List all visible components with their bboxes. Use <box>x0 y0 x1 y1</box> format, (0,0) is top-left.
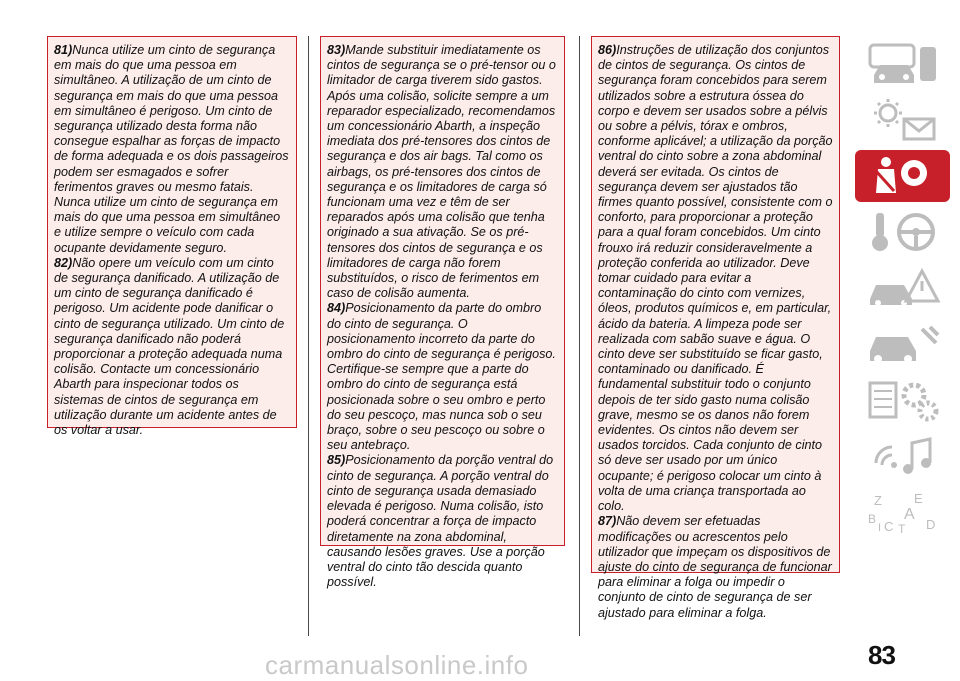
note-84: 84)Posicionamento da parte do ombro do cinto de segurança. O posicionamento incorreto da parte do ombro do cinto de segurança é perigoso. Certifique-se sempre que a parte do ombro do cinto de segurança está posicionada sobre o seu ombro e perto do seu pescoço, mas nunca sob o seu braço, sobre o seu pescoço ou sobre o seu antebraço. <box>327 301 556 453</box>
column-divider <box>308 36 309 636</box>
tab-car-dashboard[interactable] <box>855 38 950 90</box>
warning-box-col3 <box>591 36 840 620</box>
tab-maintenance[interactable] <box>855 318 950 370</box>
index-letter-d: D <box>925 517 935 532</box>
warning-box-col2 <box>320 36 565 590</box>
alphabet-index-icon <box>864 489 942 535</box>
warning-lights-icon <box>864 97 942 143</box>
index-letter-t: T <box>897 522 905 535</box>
tab-multimedia[interactable] <box>855 430 950 482</box>
note-87: 87)Não devem ser efetuadas modificações ou acrescentos pelo utilizador que impeçam os dispositivos de ajuste do cinto de segurança de funcionar para eliminar a folga ou impedir o conjunto de cinto de segurança de ser ajustado para eliminar a folga. <box>598 514 832 620</box>
tab-technical-data[interactable] <box>855 374 950 426</box>
note-81: 81)Nunca utilize um cinto de segurança em mais do que uma pessoa em simultâneo. A utilização de um cinto de segurança em mais do que uma pessoa em simultâneo é perigoso. Um cinto de segurança utilizado desta forma não consegue espalhar as forças de impacto de forma adequada e os dois passageiros podem ser esmagados e sofrer ferimentos graves ou mesmo fatais. Nunca utilize um cinto de segurança em mais do que uma pessoa em simultâneo e utilize sempre o veículo com cada ocupante devidamente seguro. <box>54 43 289 255</box>
car-maintenance-icon <box>864 321 942 367</box>
index-letter-i: I <box>877 522 881 534</box>
tab-warning-lights[interactable] <box>855 94 950 146</box>
tab-starting-driving[interactable] <box>855 206 950 258</box>
key-steering-wheel-icon <box>864 209 942 255</box>
gears-icon <box>864 377 942 423</box>
column-divider <box>579 36 580 636</box>
index-letter-b: B <box>867 512 876 526</box>
seatbelt-airbag-icon <box>864 153 942 199</box>
car-hazard-icon <box>864 265 942 311</box>
index-letter-z: Z <box>873 493 882 508</box>
page-number: 83 <box>868 640 895 670</box>
note-82: 82)Não opere um veículo com um cinto de segurança danificado. A utilização de um cinto de segurança danificado é perigoso. Um acidente pode danificar o cinto de segurança utilizado. Um cinto de segurança danificado não poderá proporcionar a proteção adequada numa colisão. Contacte um concessionário Abarth para inspecionar todos os sistemas de cintos de segurança em utilização durante um acidente antes de os voltar a usar. <box>54 255 285 438</box>
tab-safety[interactable] <box>855 150 950 202</box>
index-letter-a: A <box>903 506 915 523</box>
note-83: 83)Mande substituir imediatamente os cintos de segurança se o pré-tensor ou o limitador de carga tiverem sido gastos. Após uma colisão, solicite sempre a um reparador especializado, recomendamos um concessionário Abarth, a inspeção imediata dos pré-tensores dos cintos de segurança e dos air bags. Tal como os airbags, os pré-tensores dos cintos de segurança e os limitadores de carga só funcionam uma vez e têm de ser reparados após uma colisão que tenha originado a sua ativação. Se os pré-tensores dos cintos de segurança e os limitadores de carga não forem substituídos, o risco de ferimentos em caso de colisão aumenta. <box>327 43 556 301</box>
car-dashboard-icon <box>864 41 942 87</box>
chapter-tabs <box>855 38 950 542</box>
note-86: 86)Instruções de utilização dos conjuntos de cintos de segurança. Os cintos de segurança foram concebidos para serem utilizados sobre a estrutura óssea do corpo e devem ser usados sobre a pélvis ou sobre a pélvis, tórax e ombros, conforme aplicável; a utilização da porção ventral do cinto sobre a zona abdominal deverá ser evitada. Os cintos de segurança devem ser ajustados tão firmes quanto possível, consistente com o conforto, para proporcionar a proteção para a qual foram concebidos. Um cinto frouxo irá reduzir consideravelmente a proteção conferida ao utilizador. Deve tomar cuidado para evitar a contaminação do cinto com vernizes, óleos, produtos químicos e, em particular, ácido da bateria. A limpeza pode ser realizada com sabão suave e água. O cinto deve ser substituído se ficar gasto, contaminado ou danificado. É fundamental substituir todo o conjunto depois de ter sido gasto numa colisão grave, mesmo se os danos não forem evidentes. Os cintos não devem ser usados torcidos. Cada conjunto de cinto só deve ser usado por um único ocupante; é perigoso colocar um cinto à volta de uma criança transportada ao colo. <box>598 43 833 514</box>
index-letter-e: E <box>913 491 923 506</box>
tab-emergency[interactable] <box>855 262 950 314</box>
warning-box-col1 <box>47 36 297 438</box>
note-85: 85)Posicionamento da porção ventral do cinto de segurança. A porção ventral do cinto de segurança usada demasiado elevada é perigoso. Numa colisão, isto poderá concentrar a força de impacto diretamente na zona abdominal, causando lesões graves. Use a porção ventral do cinto tão descida quanto possível. <box>327 453 554 590</box>
watermark: carmanualsonline.info <box>265 650 529 680</box>
index-letter-c: C <box>883 519 893 534</box>
media-music-icon <box>864 433 942 479</box>
tab-index[interactable] <box>855 486 950 538</box>
